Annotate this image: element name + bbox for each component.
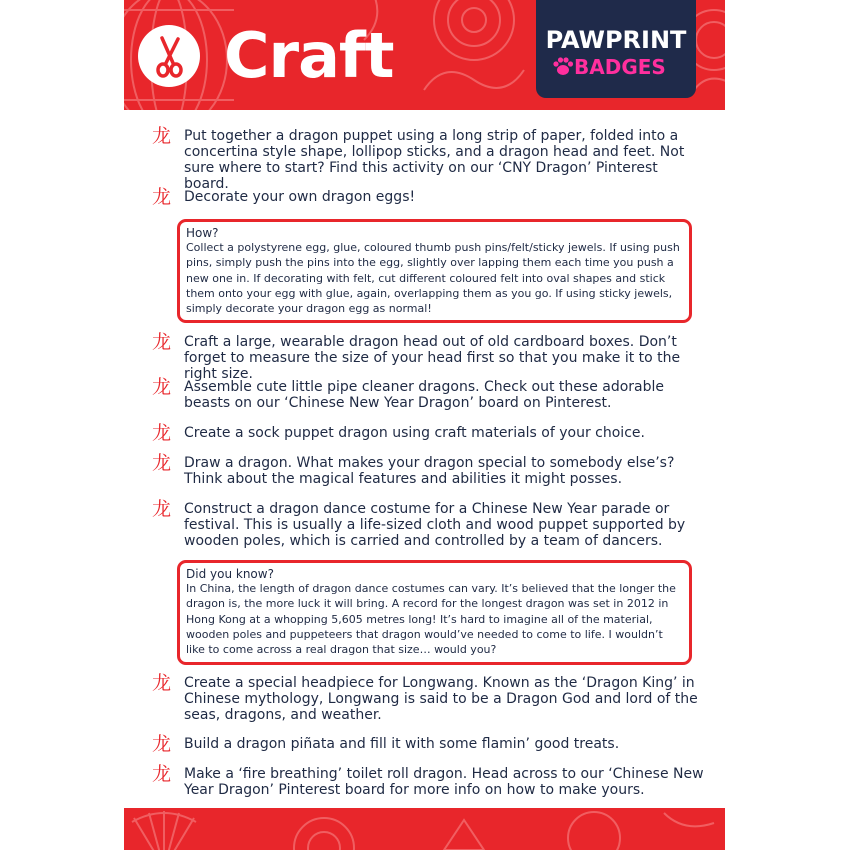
dragon-bullet-icon: 龙 [152,186,172,208]
list-item: Construct a dragon dance costume for a Chinese New Year parade or festival. This is usually a life-sized cloth and wood puppet supported by wooden poles, which is carried and controlled by a team of dancers. [184,501,686,549]
how-info-box [177,219,692,323]
pawprint-badges-logo [536,0,696,98]
page-title: Craft [224,19,394,92]
dragon-bullet-icon: 龙 [152,376,172,398]
list-item: Make a ‘fire breathing’ toilet roll dragon. Head across to our ‘Chinese New Year Dragon’ Pinterest board for more info on how to make yours. [184,766,704,798]
scissors-icon [138,25,200,87]
dragon-bullet-icon: 龙 [152,498,172,520]
list-item: Create a special headpiece for Longwang. Known as the ‘Dragon King’ in Chinese mythology, Longwang is said to be a Dragon God and lord of the seas, dragons, and weather. [184,675,698,723]
scissors-icon-badge [138,25,200,87]
list-item: Craft a large, wearable dragon head out of old cardboard boxes. Don’t forget to measure the size of your head first so that you make it to the right size. [184,334,681,382]
list-item: Assemble cute little pipe cleaner dragons. Check out these adorable beasts on our ‘Chinese New Year Dragon’ board on Pinterest. [184,379,665,411]
dragon-bullet-icon: 龙 [152,763,172,785]
list-item: Decorate your own dragon eggs! [184,189,416,205]
brand-line-2: BADGES [574,55,666,79]
footer-banner [124,808,725,850]
did-you-know-body: In China, the length of dragon dance costumes can vary. It’s believed that the longer the dragon is, the more luck it will bring. A record for the longest dragon was set in 2012 in Hong Kong at a whopping 5,605 metres long! It’s hard to imagine all of the material, wooden poles and puppeteers that dragon would’ve needed to come to life. I wouldn’t like to come across a real dragon that size… would you? [186,582,676,657]
did-you-know-box [177,560,692,665]
worksheet-page [124,0,725,850]
list-item: Create a sock puppet dragon using craft materials of your choice. [184,425,645,441]
paw-icon [552,56,574,76]
list-item: Draw a dragon. What makes your dragon special to somebody else’s? Think about the magical features and abilities it might posses. [184,455,675,487]
how-box-title: How? [186,226,219,240]
list-item: Build a dragon piñata and fill it with some flamin’ good treats. [184,736,620,752]
dragon-bullet-icon: 龙 [152,422,172,444]
fan-pattern-decoration [124,808,725,850]
dragon-bullet-icon: 龙 [152,733,172,755]
list-item: Put together a dragon puppet using a long strip of paper, folded into a concertina style shape, lollipop sticks, and a dragon head and feet. Not sure where to start? Find this activity on our ‘CNY Dragon’ Pinterest board. [184,128,685,192]
dragon-bullet-icon: 龙 [152,331,172,353]
brand-line-1: PAWPRINT [545,26,687,54]
how-box-body: Collect a polystyrene egg, glue, coloured thumb push pins/felt/sticky jewels. If using push pins, simply push the pins into the egg, slightly over lapping them each time you push a new one in. If decorating with felt, cut different coloured felt into oval shapes and stick them onto your egg with glue, again, overlapping them as you go. If using sticky jewels, simply decorate your dragon egg as normal! [186,241,680,316]
dragon-bullet-icon: 龙 [152,672,172,694]
dragon-bullet-icon: 龙 [152,125,172,147]
header-banner [124,0,725,110]
did-you-know-title: Did you know? [186,567,274,581]
dragon-bullet-icon: 龙 [152,452,172,474]
